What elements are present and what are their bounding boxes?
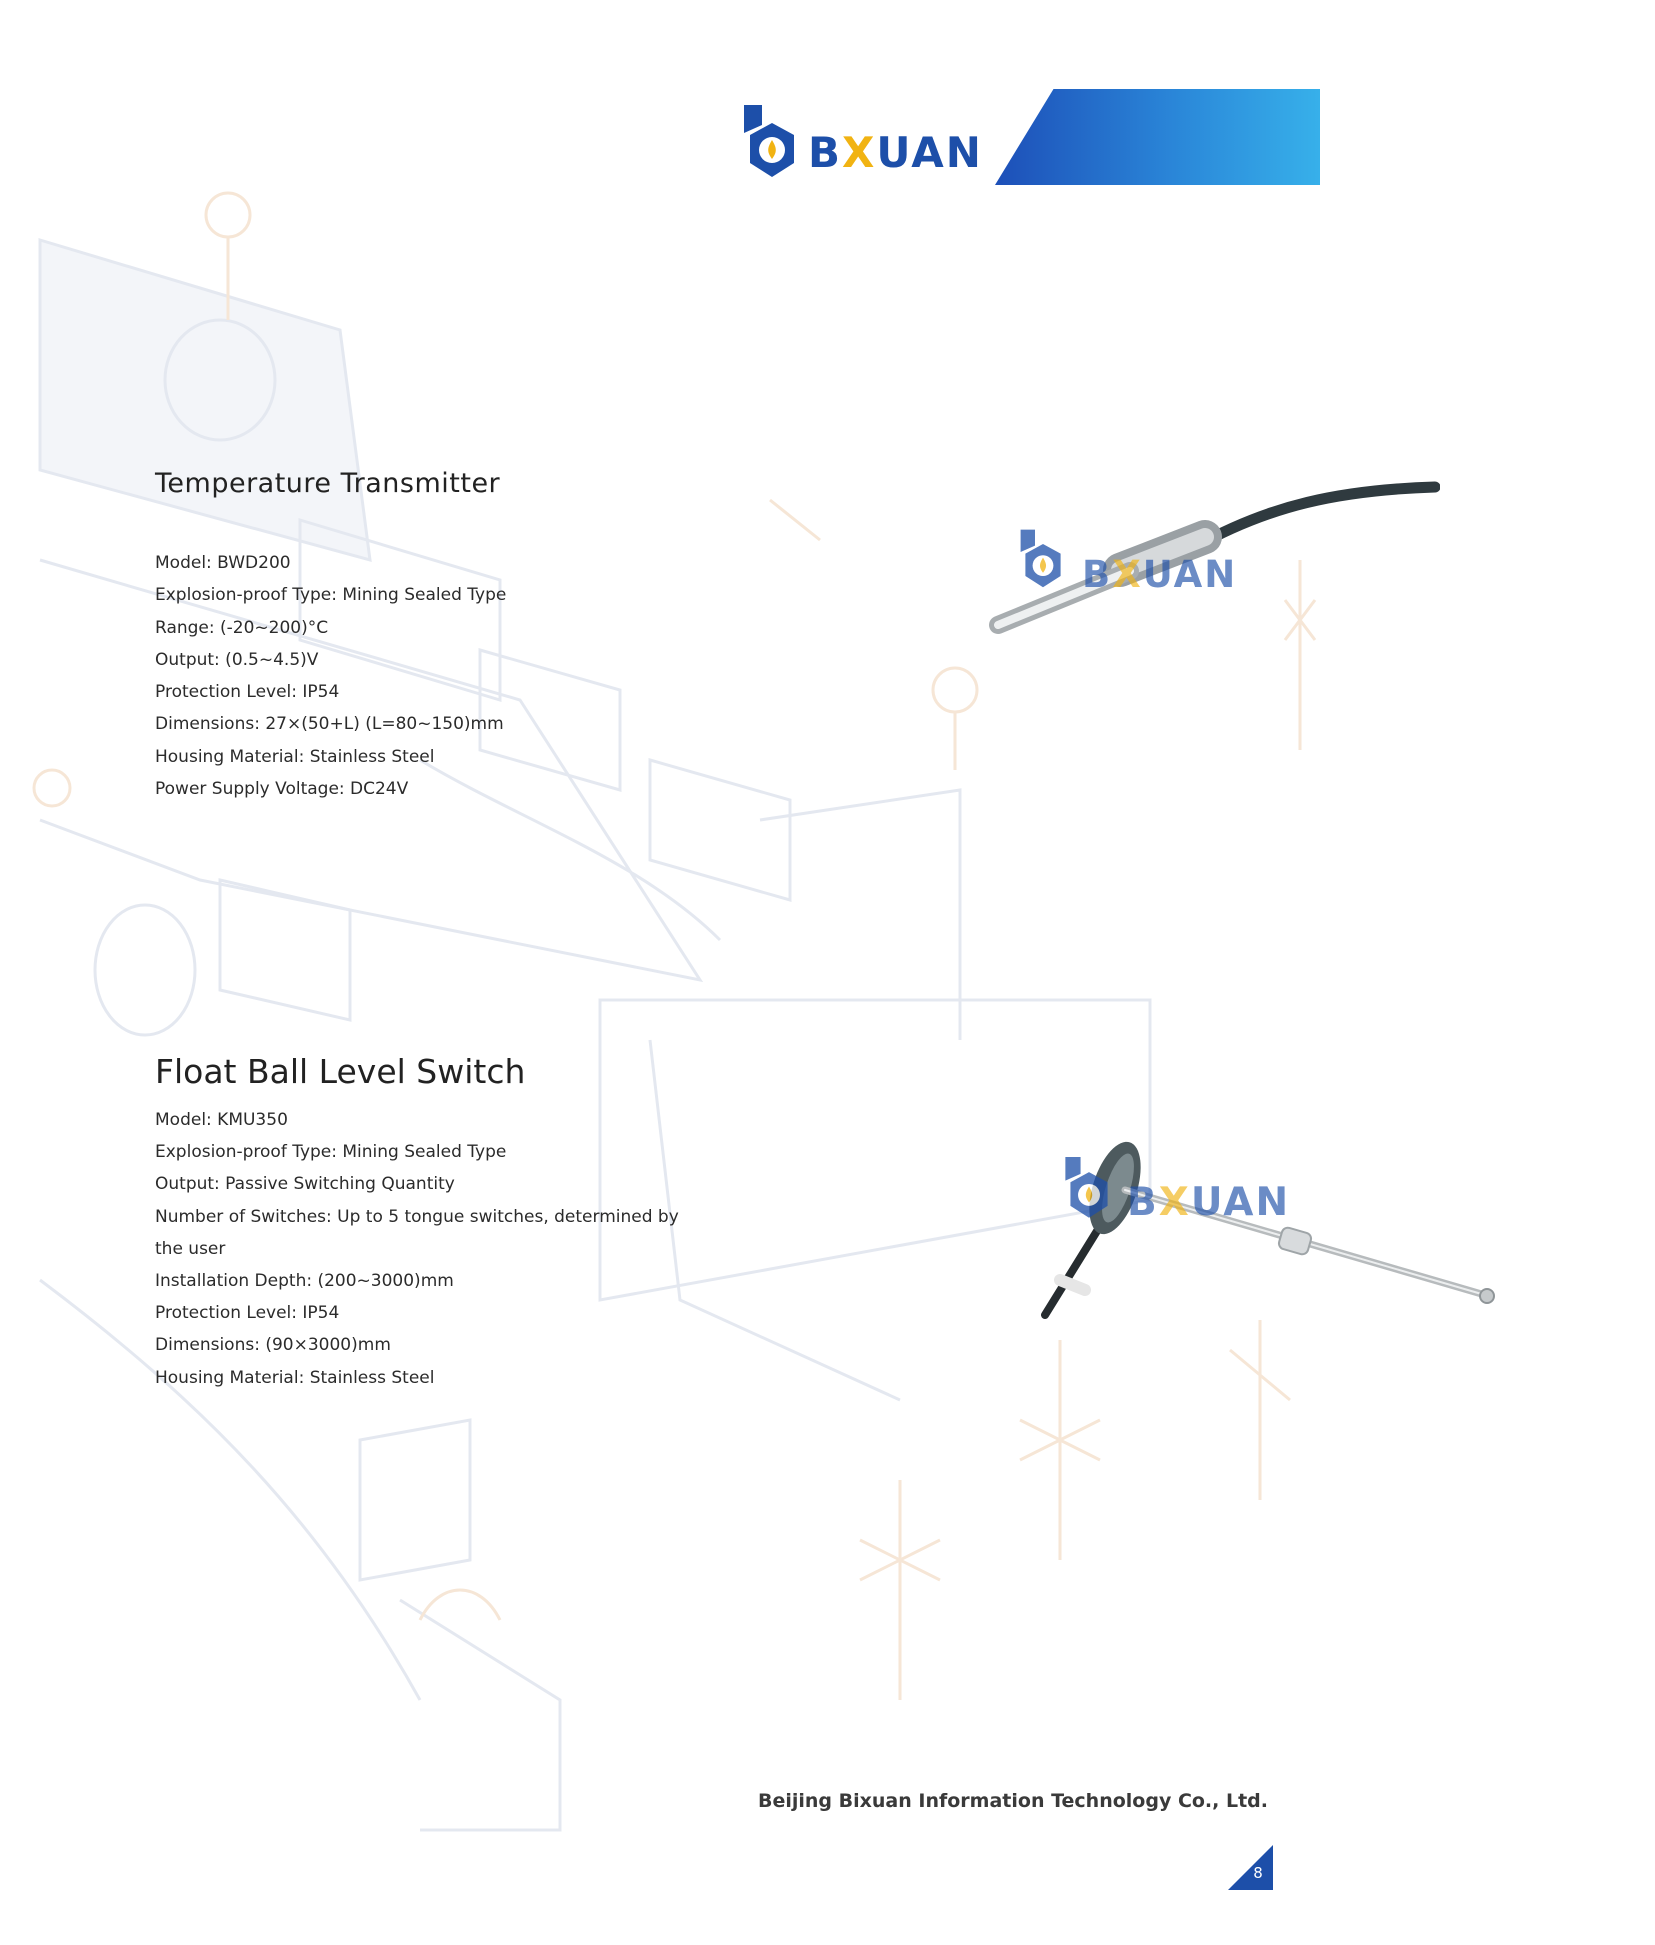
spec-item: Model: KMU350 (155, 1110, 288, 1130)
footer-company-name: Beijing Bixuan Information Technology Co., Ltd. (758, 1790, 1268, 1812)
spec-item: Model: BWD200 (155, 553, 291, 573)
spec-item: Output: (0.5~4.5)V (155, 649, 319, 670)
spec-item: Power Supply Voltage: DC24V (155, 779, 409, 800)
watermark-brand-name (1127, 1180, 1290, 1225)
spec-item: Dimensions: (90×3000)mm (155, 1335, 391, 1356)
spec-item: Range: (-20~200)°C (155, 617, 329, 638)
brand-suffix: UAN (1142, 553, 1238, 596)
spec-item: Explosion-proof Type: Mining Sealed Type (155, 585, 507, 606)
brand-suffix: UAN (1190, 1180, 1291, 1225)
spec-item: Housing Material: Stainless Steel (155, 1367, 435, 1388)
product-title-temperature-transmitter: Temperature Transmitter (155, 468, 501, 499)
brand-prefix: B (808, 128, 843, 177)
spec-item: Output: Passive Switching Quantity (155, 1174, 455, 1195)
brand-suffix: UAN (876, 128, 983, 177)
product-title-float-ball-level-switch: Float Ball Level Switch (155, 1052, 526, 1091)
bxuan-logo-mark-icon (740, 103, 804, 183)
temperature-transmitter-spec-list (155, 547, 506, 805)
spec-item: Protection Level: IP54 (155, 1303, 340, 1324)
header-brand-name (808, 128, 983, 177)
float-ball-level-switch-spec-list (155, 1104, 679, 1394)
spec-item: Number of Switches: Up to 5 tongue switches, determined by (155, 1206, 679, 1227)
brand-prefix: B (1082, 553, 1113, 596)
spec-item: the user (155, 1238, 226, 1259)
spec-item: Dimensions: 27×(50+L) (L=80~150)mm (155, 714, 504, 735)
watermark-brand-name (1082, 553, 1237, 596)
page-number: 8 (1253, 1864, 1263, 1882)
brand-accent: X (1158, 1180, 1191, 1225)
brand-accent: X (1112, 553, 1143, 596)
watermark-logo-mark-icon (1062, 1155, 1116, 1223)
watermark-logo-mark-icon (1017, 528, 1069, 592)
spec-item: Installation Depth: (200~3000)mm (155, 1270, 454, 1291)
spec-item: Protection Level: IP54 (155, 682, 340, 703)
spec-item: Explosion-proof Type: Mining Sealed Type (155, 1142, 507, 1163)
brand-accent: X (842, 128, 877, 177)
spec-item: Housing Material: Stainless Steel (155, 746, 435, 767)
brand-prefix: B (1127, 1180, 1159, 1225)
